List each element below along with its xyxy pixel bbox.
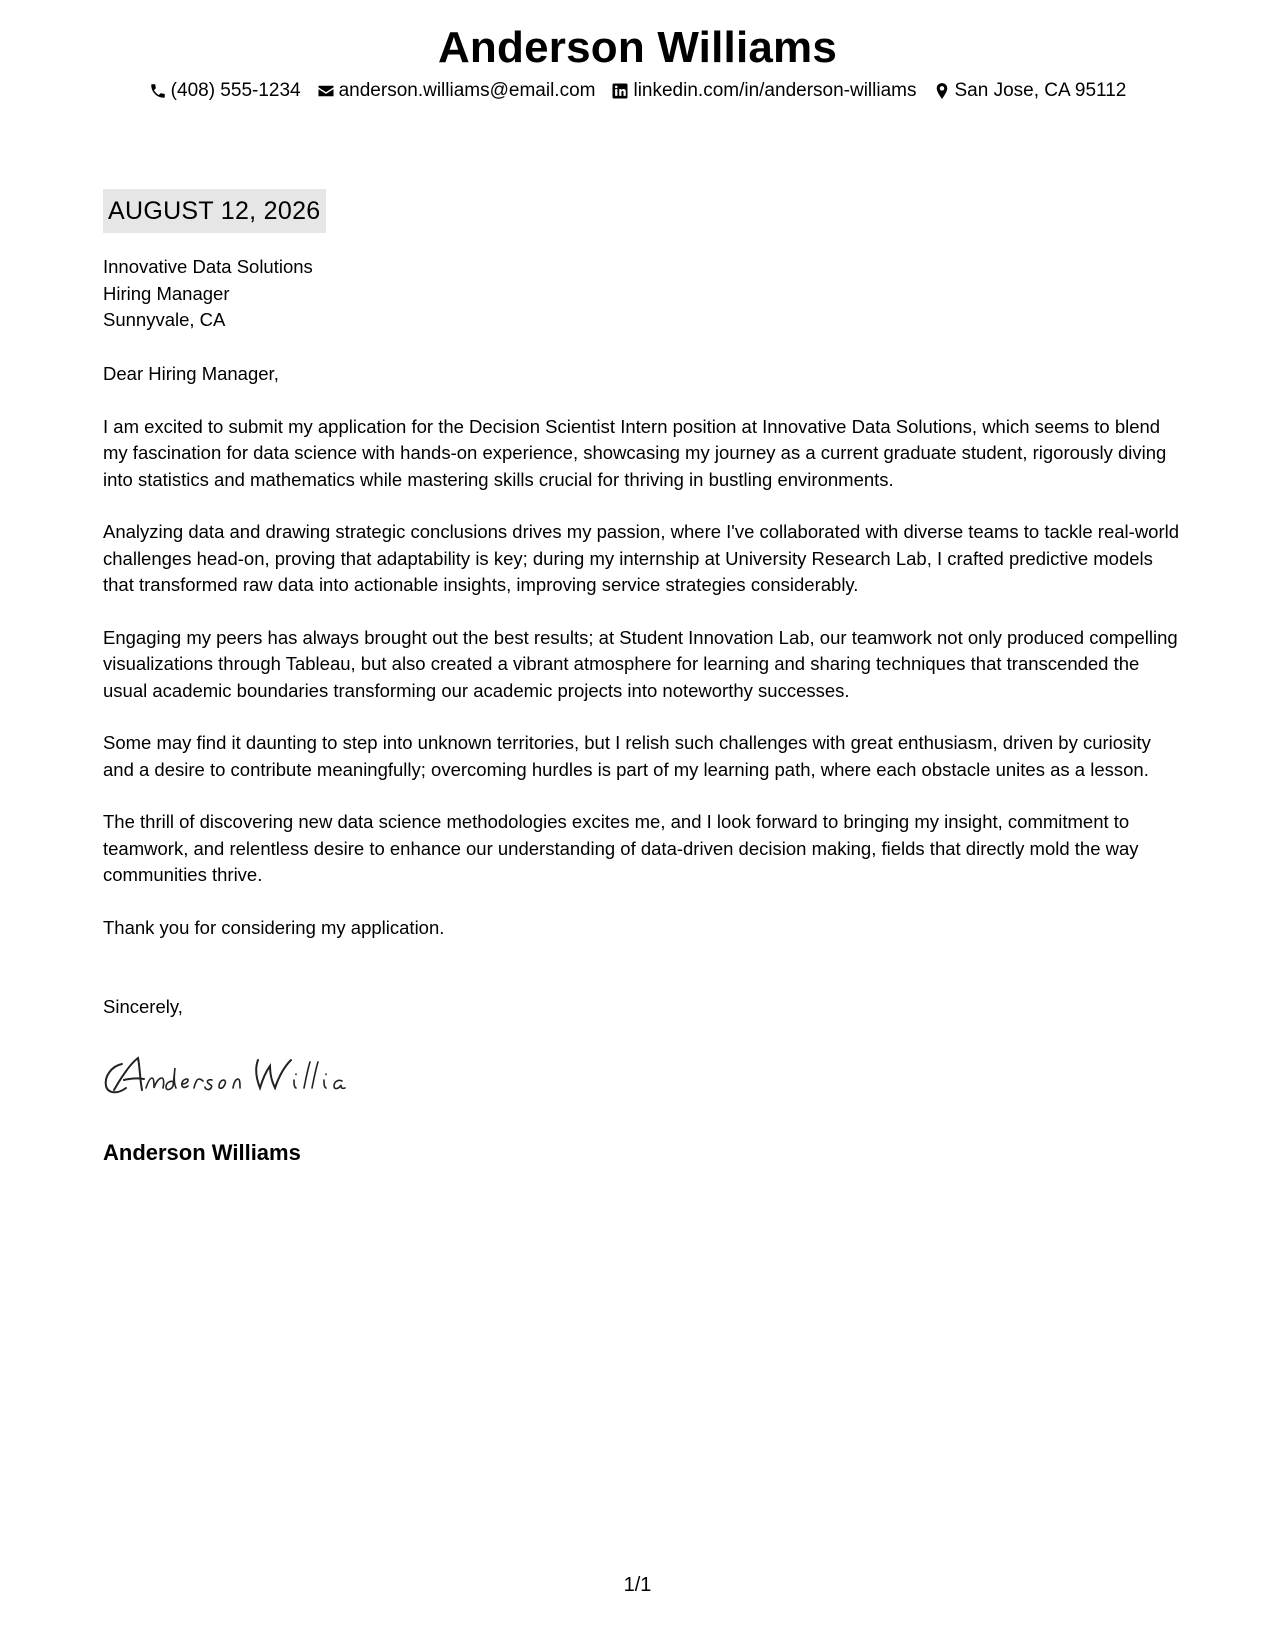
contact-phone	[149, 78, 301, 104]
letter-date: AUGUST 12, 2026	[103, 189, 326, 233]
envelope-icon	[317, 82, 335, 100]
recipient-title: Hiring Manager	[103, 282, 230, 304]
contact-email[interactable]	[317, 78, 596, 104]
paragraph-4: Some may find it daunting to step into unknown territories, but I relish such challenges with great enthusiasm, driven by curiosity and a desire to contribute meaningfully; overcoming hurdles is part of my learning path, where each obstacle unites as a lesson.	[103, 732, 1151, 780]
applicant-name-heading: Anderson Williams	[437, 23, 838, 72]
contact-linkedin[interactable]	[611, 78, 916, 104]
email-text[interactable]: anderson.williams@email.com	[338, 80, 596, 101]
page-number: 1/1	[623, 1574, 652, 1596]
recipient-company: Innovative Data Solutions	[103, 256, 313, 277]
paragraph-3: Engaging my peers has always brought out the best results; at Student Innovation Lab, our teamwork not only produced compelling visualizations through Tableau, but also created a vibrant atmosphere for learning and sharing techniques that transcended the usual academic boundaries transforming our academic projects into noteworthy successes.	[103, 626, 1178, 701]
contact-location	[933, 78, 1127, 104]
linkedin-icon	[611, 82, 629, 100]
paragraph-5: The thrill of discovering new data science methodologies excites me, and I look forward to bringing my insight, commitment to teamwork, and relentless desire to enhance our understanding of data-driven decision making, fields that directly mold the way communities thrive.	[103, 811, 1139, 885]
linkedin-text[interactable]: linkedin.com/in/anderson-williams	[633, 80, 917, 101]
paragraph-6: Thank you for considering my application.	[103, 916, 445, 938]
recipient-block	[103, 254, 313, 334]
phone-text: (408) 555-1234	[170, 80, 301, 101]
salutation: Dear Hiring Manager,	[103, 363, 279, 384]
contact-info-row	[0, 78, 1275, 104]
phone-icon	[149, 82, 167, 100]
handwritten-signature	[100, 1050, 370, 1100]
location-text: San Jose, CA 95112	[954, 80, 1127, 101]
letter-body	[103, 361, 1183, 967]
signed-name: Anderson Williams	[103, 1140, 301, 1165]
recipient-location: Sunnyvale, CA	[103, 309, 226, 330]
paragraph-1: I am excited to submit my application for the Decision Scientist Intern position at Innovative Data Solutions, which seems to blend my fascination for data science with hands-on experience, showcasing my journey as a current graduate student, rigorously diving into statistics and mathematics while mastering skills crucial for thriving in bustling environments.	[103, 415, 1167, 490]
map-pin-icon	[933, 82, 951, 100]
closing: Sincerely,	[103, 996, 183, 1017]
paragraph-2: Analyzing data and drawing strategic conclusions drives my passion, where I've collaborated with diverse teams to tackle real-world challenges head-on, proving that adaptability is key; during my internship at University Research Lab, I crafted predictive models that transformed raw data into actionable insights, improving service strategies considerably.	[103, 521, 1180, 595]
